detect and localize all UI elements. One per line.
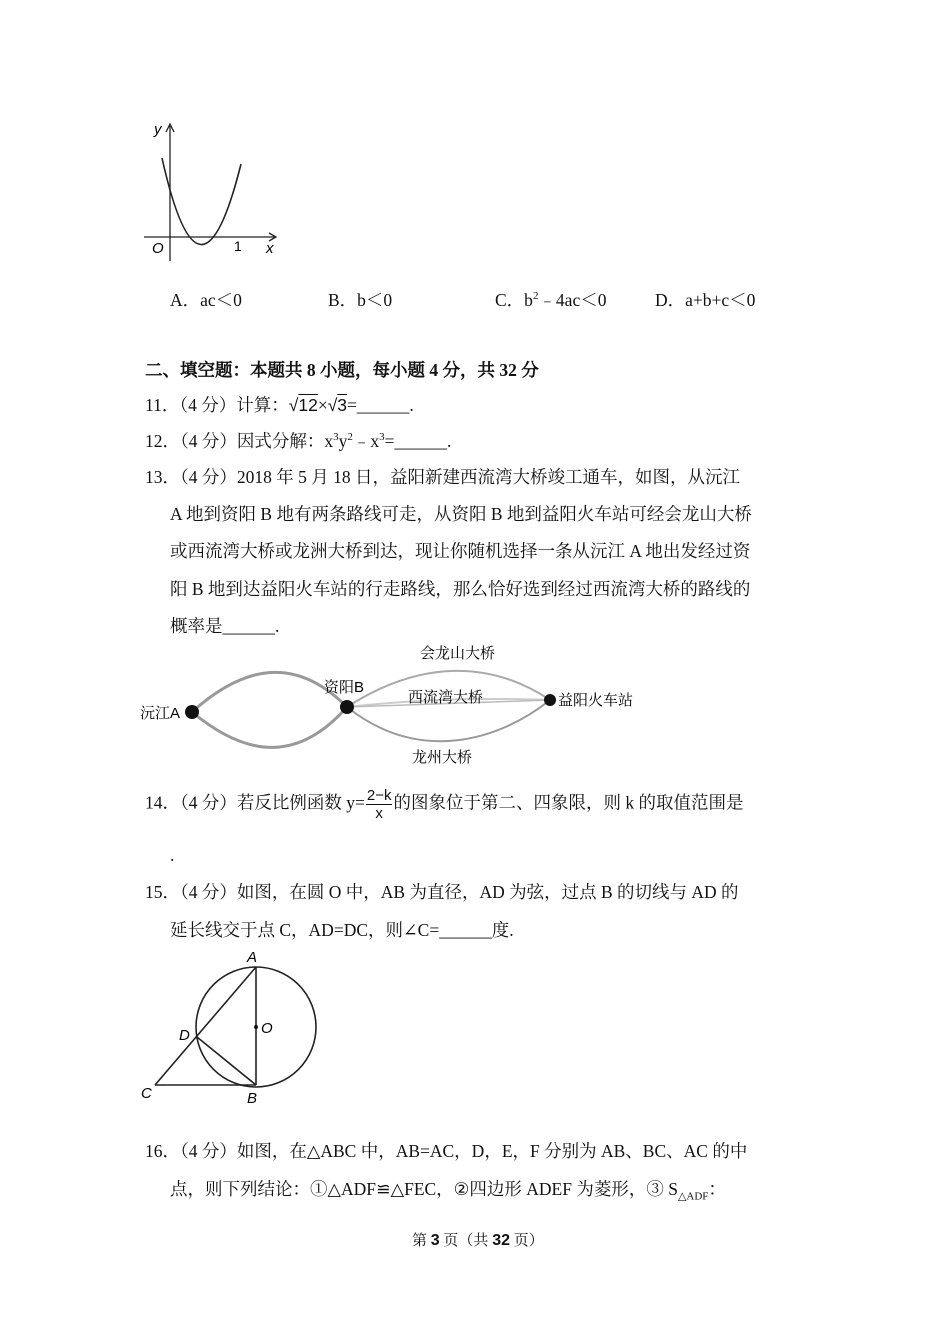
radicand-12: 12 [298, 395, 318, 415]
label-xiliuwan: 西流湾大桥 [408, 689, 484, 706]
label-longzhou: 龙州大桥 [412, 749, 473, 766]
route-a-b-lower [192, 707, 347, 747]
q16-line2-pre: 点，则下列结论：①△ADF≌△FEC，②四边形 ADEF 为菱形，③ S [170, 1179, 678, 1199]
q12-sup2: 2 [347, 431, 353, 444]
question-11 [145, 392, 414, 417]
y-axis-label: y [154, 121, 162, 138]
question-13-line3: 或西流湾大桥或龙洲大桥到达，现让你随机选择一条从沅江 A 地出发经过资 [170, 541, 751, 561]
question-13-line4: 阳 B 地到达益阳火车站的行走路线，那么恰好选到经过西流湾大桥的路线的 [170, 579, 751, 599]
circle-figure [135, 945, 335, 1110]
question-13-line1: 13．（4 分）2018 年 5 月 18 日，益阳新建西流湾大桥竣工通车，如图，从沅江 [145, 467, 740, 487]
label-A: A [247, 949, 258, 966]
q12-suffix: =______. [384, 431, 452, 451]
footer-post: 页） [509, 1233, 544, 1249]
label-O: O [261, 1020, 273, 1037]
fraction-numerator: 2−k [366, 787, 392, 804]
fraction-denominator: x [375, 805, 383, 822]
q12-prefix: 12．（4 分）因式分解：x [145, 431, 334, 451]
option-c-pre: C．b [495, 290, 533, 310]
q14-suffix: 的图象位于第二、四象限，则 k 的取值范围是 [393, 792, 744, 813]
section-header: 二、填空题：本题共 8 小题，每小题 4 分，共 32 分 [145, 360, 539, 380]
point-a [185, 705, 199, 719]
center-o [254, 1025, 258, 1029]
radicand-3: 3 [337, 395, 348, 415]
question-16-line1: 16．（4 分）如图，在△ABC 中，AB=AC，D，E，F 分别为 AB、BC、AC 的中 [145, 1141, 748, 1161]
label-B: B [247, 1090, 258, 1107]
question-13-line5: 概率是______. [170, 616, 280, 636]
segment-ac [155, 967, 256, 1085]
parabola-curve [162, 158, 241, 245]
question-15-line1: 15．（4 分）如图，在圆 O 中，AB 为直径，AD 为弦，过点 B 的切线与 AD 的 [145, 882, 739, 902]
origin-label: O [152, 240, 164, 257]
x-axis-label: x [266, 240, 274, 257]
question-14 [145, 788, 743, 821]
sqrt-3: √3 [327, 395, 348, 415]
label-D: D [179, 1027, 190, 1044]
footer-total-pages: 32 [492, 1232, 510, 1249]
label-station: 益阳火车站 [558, 692, 634, 709]
question-12 [145, 428, 451, 453]
footer-mid: 页（共 [439, 1233, 493, 1249]
question-14-line2: . [170, 845, 175, 865]
parabola-graph [140, 118, 290, 266]
q12-mid2: ﹣x [352, 431, 380, 451]
point-station [544, 694, 556, 706]
fraction [366, 788, 393, 821]
footer-page-number: 3 [430, 1232, 440, 1249]
question-16-line2 [170, 1176, 726, 1203]
question-15-line2: 延长线交于点 C，AD=DC，则∠C=______度. [170, 920, 514, 940]
q16-line2-post: ： [708, 1179, 726, 1199]
label-b: 资阳B [324, 679, 365, 696]
q11-suffix: =______. [347, 395, 414, 415]
q12-sup1: 3 [333, 431, 339, 444]
q12-sup3: 3 [379, 431, 385, 444]
q12-mid1: y [338, 431, 348, 451]
option-c-sup: 2 [532, 290, 539, 303]
route-diagram [140, 640, 640, 768]
tick-1-label: 1 [234, 238, 242, 254]
sqrt-12: √12 [288, 395, 318, 415]
option-d: D．a+b+c＜0 [655, 290, 756, 310]
question-13-line2: A 地到资阳 B 地有两条路线可走，从资阳 B 地到益阳火车站可经会龙山大桥 [170, 504, 752, 524]
option-c-post: ﹣4ac＜0 [538, 290, 607, 310]
label-C: C [141, 1085, 152, 1102]
page-footer [412, 1229, 544, 1250]
times-sign: × [317, 395, 328, 415]
q14-prefix: 14．（4 分）若反比例函数 y= [145, 792, 365, 813]
q11-prefix: 11．（4 分）计算： [145, 395, 289, 415]
option-b: B．b＜0 [328, 290, 393, 310]
q16-line2-sub: △ADF [677, 1190, 709, 1203]
label-huilongshan: 会龙山大桥 [420, 645, 496, 662]
label-a: 沅江A [140, 705, 181, 722]
option-c [495, 287, 606, 312]
option-a: A．ac＜0 [170, 290, 242, 310]
point-b [340, 700, 354, 714]
footer-pre: 第 [412, 1233, 431, 1249]
